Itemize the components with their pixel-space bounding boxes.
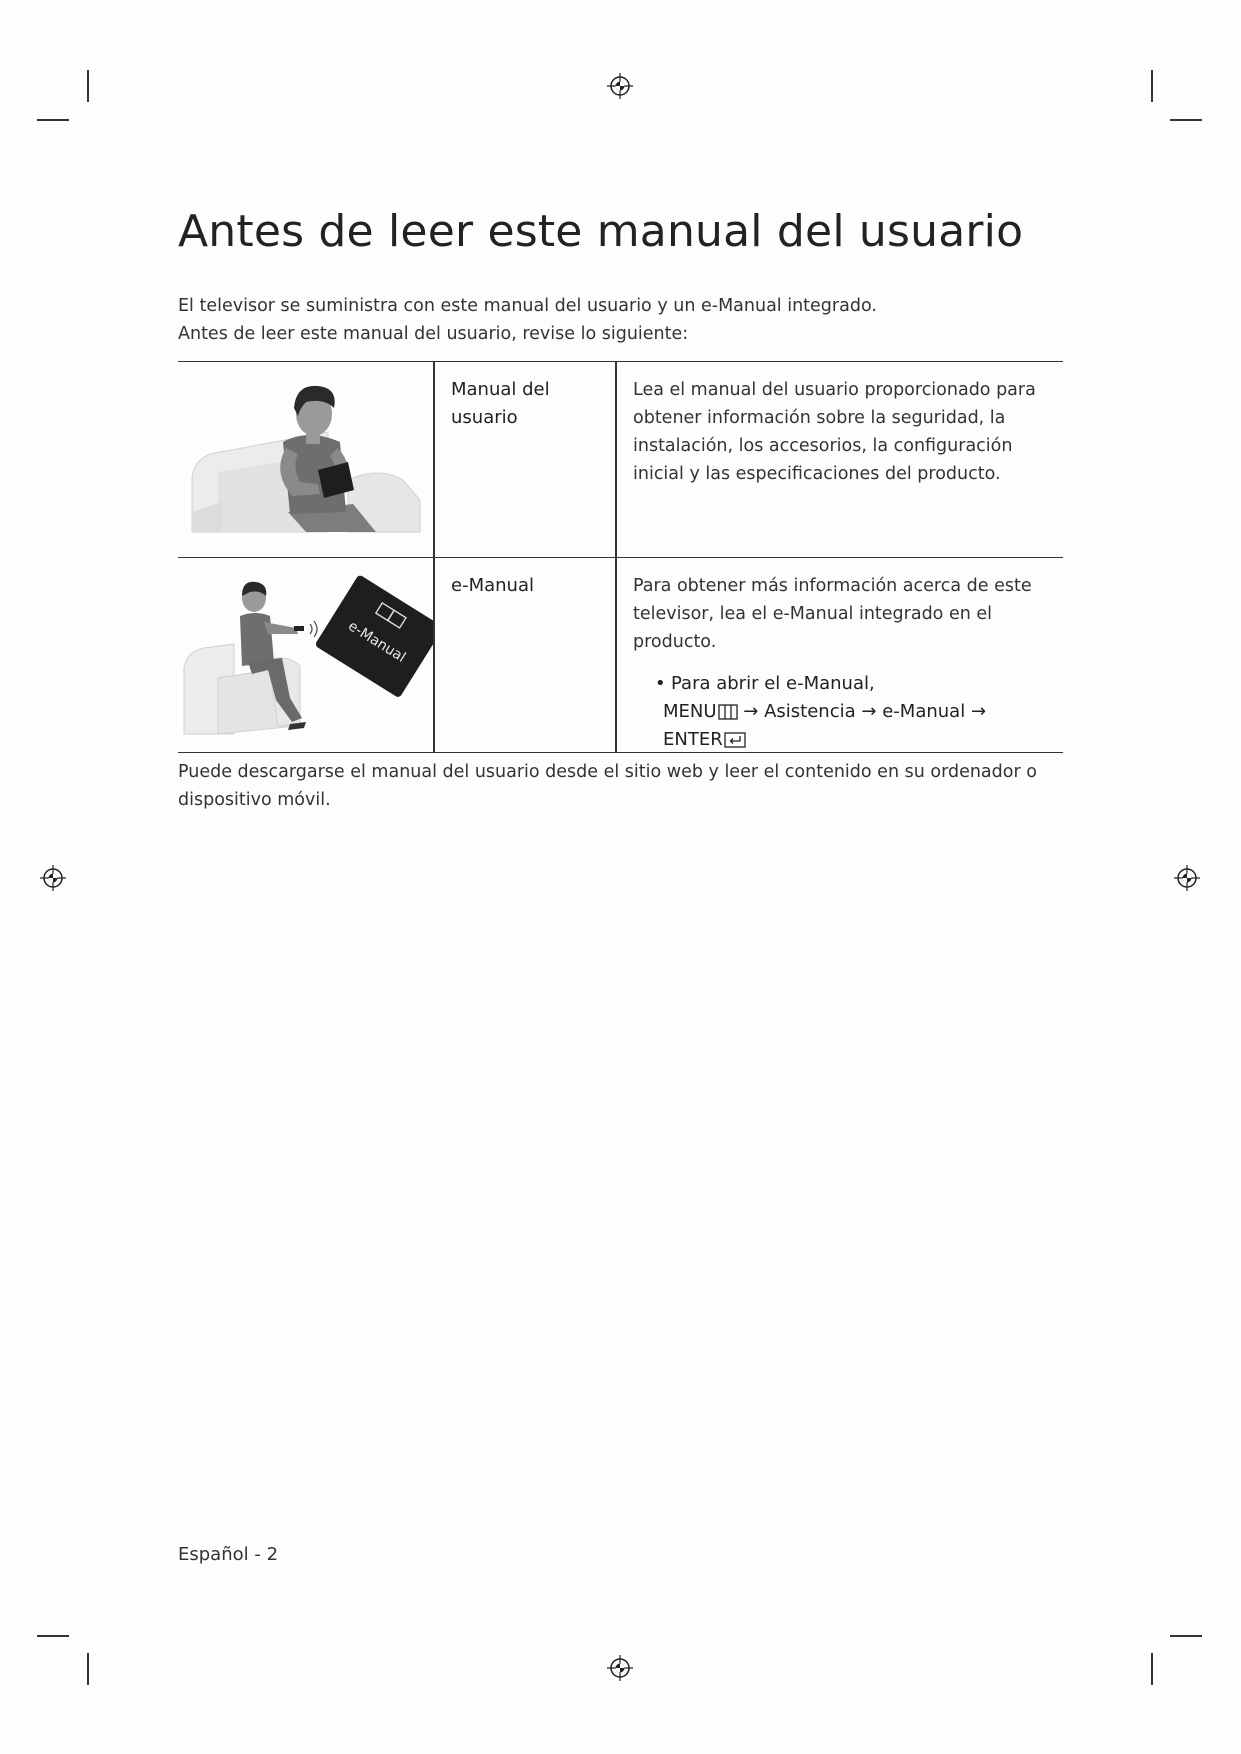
crop-mark bbox=[1170, 119, 1202, 121]
registration-mark-icon bbox=[38, 863, 68, 893]
description-text: Lea el manual del usuario proporcionado para obtener información sobre la seguridad, la instalación, los accesorios, la configuración inicial y las especificaciones del producto. bbox=[633, 380, 1036, 484]
crop-mark bbox=[37, 119, 69, 121]
menu-path bbox=[663, 698, 1058, 726]
row-description bbox=[633, 376, 1058, 488]
crop-mark bbox=[1170, 1635, 1202, 1637]
menu-path-end bbox=[663, 726, 1058, 754]
intro-line: El televisor se suministra con este manual del usuario y un e-Manual integrado. bbox=[178, 296, 877, 316]
menu-step: ENTER bbox=[663, 729, 723, 750]
description-text: Para obtener más información acerca de este televisor, lea el e-Manual integrado en el producto. bbox=[633, 576, 1032, 652]
page-title: Antes de leer este manual del usuario bbox=[178, 206, 1024, 257]
registration-mark-icon bbox=[605, 71, 635, 101]
registration-mark-icon bbox=[605, 1653, 635, 1683]
crop-mark bbox=[87, 70, 89, 102]
intro-line: Antes de leer este manual del usuario, revise lo siguiente: bbox=[178, 324, 689, 344]
table-row bbox=[178, 362, 1063, 556]
instruction-bullet bbox=[633, 670, 1058, 754]
row-label: e-Manual bbox=[451, 575, 534, 596]
outro-text bbox=[178, 758, 1058, 814]
tv-screen-text: e-Manual bbox=[345, 618, 409, 666]
crop-mark bbox=[87, 1653, 89, 1685]
intro-text bbox=[178, 292, 1058, 348]
path-arrow: → bbox=[861, 701, 877, 722]
path-arrow: → bbox=[970, 701, 987, 722]
menu-step: MENU bbox=[663, 701, 717, 722]
outro-paragraph: Puede descargarse el manual del usuario desde el sitio web y leer el contenido en su ordenador o dispositivo móvil. bbox=[178, 762, 1037, 810]
person-reading-manual-illustration bbox=[178, 362, 433, 556]
crop-mark bbox=[37, 1635, 69, 1637]
registration-mark-icon bbox=[1172, 863, 1202, 893]
crop-mark bbox=[1151, 1653, 1153, 1685]
page-footer: Español - 2 bbox=[178, 1544, 279, 1565]
manual-table bbox=[178, 361, 1063, 753]
menu-step: e-Manual bbox=[882, 701, 966, 722]
enter-icon bbox=[724, 732, 746, 748]
table-row bbox=[178, 557, 1063, 752]
row-label: Manual del usuario bbox=[451, 379, 550, 428]
row-description bbox=[633, 572, 1058, 754]
crop-mark bbox=[1151, 70, 1153, 102]
bullet-lead: Para abrir el e-Manual, bbox=[671, 673, 875, 694]
bullet-dot: • bbox=[655, 673, 666, 694]
menu-icon bbox=[718, 704, 738, 720]
person-watching-tv-illustration bbox=[178, 558, 433, 752]
path-arrow: → bbox=[743, 701, 759, 722]
menu-step: Asistencia bbox=[764, 701, 856, 722]
